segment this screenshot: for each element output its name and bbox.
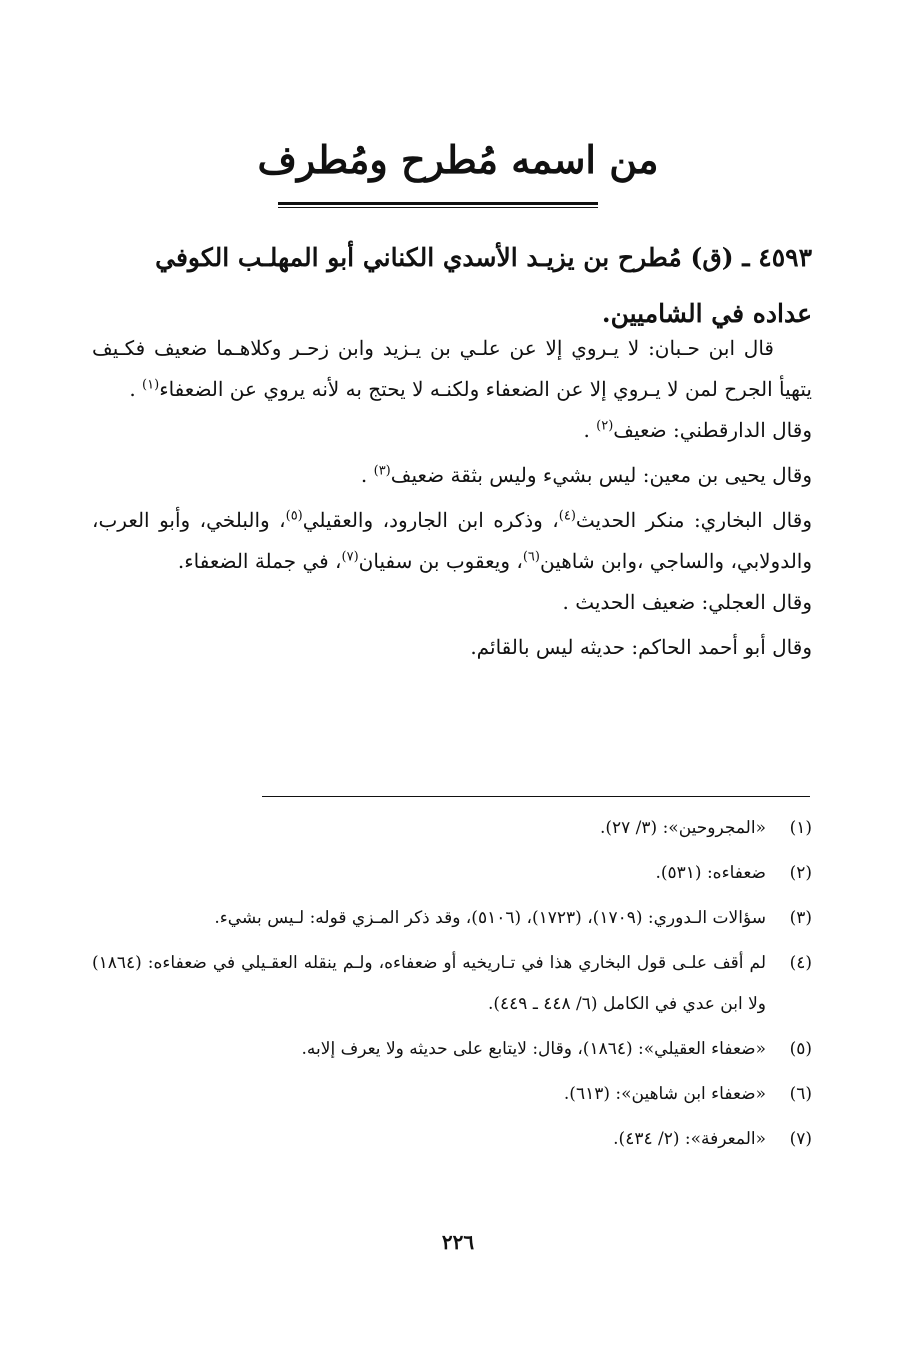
footnote-text: ضعفاءه: (٥٣١).: [655, 863, 766, 883]
footnote-number: (٢): [789, 863, 812, 883]
entry-heading: ٤٥٩٣ ـ (ق) مُطرح بن يزيـد الأسدي الكناني أبو المهلـب الكوفي عداده في الشاميين.: [155, 243, 812, 328]
footnote-ref-2[interactable]: (٢): [596, 418, 614, 434]
footnote-text: «ضعفاء العقيلي»: (١٨٦٤)، وقال: لايتابع على حديثه ولا يعرف إلابه.: [301, 1039, 766, 1059]
paragraph-end: .: [360, 463, 374, 487]
footnote-item: [92, 1074, 812, 1115]
footnote-number: (١): [789, 818, 812, 838]
footnote-number: (٥): [789, 1039, 812, 1059]
chapter-title: من اسمه مُطرح ومُطرف: [257, 137, 659, 182]
footnote-ref-7[interactable]: (٧): [341, 549, 359, 565]
footnote-text: «المعرفة»: (٢/ ٤٣٤).: [613, 1129, 766, 1149]
paragraph-hakim: وقال أبو أحمد الحاكم: حديثه ليس بالقائم.: [470, 635, 812, 659]
footnote-item: [92, 853, 812, 894]
footnote-ref-4[interactable]: (٤): [558, 508, 576, 524]
footnote-item: [92, 943, 812, 1025]
footnote-text: «ضعفاء ابن شاهين»: (٦١٣).: [563, 1084, 766, 1104]
paragraph-bukhari: [92, 500, 812, 582]
paragraph-text: ، ويعقوب بن سفيان: [358, 549, 523, 573]
footnote-divider: [262, 796, 810, 797]
footnote-text: «المجروحين»: (٣/ ٢٧).: [599, 818, 766, 838]
footnote-ref-1[interactable]: (١): [142, 377, 160, 393]
footnote-number: (٣): [789, 908, 812, 928]
footnote-number: (٧): [789, 1129, 812, 1149]
paragraph-text: قال ابن حـبان: لا يـروي إلا عن علـي بن يـزيد وابن زحـر وكلاهـما ضعيف فكـيف يتهيأ الجرح لمن لا يـروي إلا عن الضعفاء ولكنـه لا يحتج به لأنه يروي عن الضعفاء: [92, 336, 812, 401]
footnote-item: [92, 1029, 812, 1070]
footnotes-list: [92, 808, 812, 1164]
paragraph-daraqutni: [92, 410, 812, 451]
footnote-text: لم أقف علـى قول البخاري هذا في تـاريخيه أو ضعفاءه، ولـم ينقله العقـيلي في ضعفاءه: (١٨٦٤) ولا ابن عدي في الكامل (٦/ ٤٤٨ ـ ٤٤٩).: [92, 953, 766, 1014]
paragraph-end: .: [583, 418, 597, 442]
title-divider: [278, 202, 598, 208]
footnote-item: [92, 898, 812, 939]
paragraph-ibn-main: [92, 455, 812, 496]
paragraph-ibn-hibban: [92, 328, 812, 410]
page-number: ٢٢٦: [441, 1230, 475, 1254]
footnote-ref-3[interactable]: (٣): [373, 463, 391, 479]
entry-body: [92, 328, 812, 668]
footnote-ref-6[interactable]: (٦): [522, 549, 540, 565]
paragraph-text: ، وذكره ابن الجارود، والعقيلي: [302, 508, 559, 532]
footnote-ref-5[interactable]: (٥): [285, 508, 303, 524]
paragraph-end: .: [129, 377, 143, 401]
paragraph-text: وقال البخاري: منكر الحديث: [575, 508, 812, 532]
footnote-number: (٦): [789, 1084, 812, 1104]
paragraph-text: ، والبلخي، وأبو العرب، والدولابي، والساجي ،وابن شاهين: [92, 508, 812, 573]
paragraph-text: وقال يحيى بن معين: ليس بشيء وليس بثقة ضعيف: [390, 463, 812, 487]
paragraph-text: ، في جملة الضعفاء.: [177, 549, 342, 573]
paragraph-text: وقال الدارقطني: ضعيف: [613, 418, 812, 442]
paragraph-ijli: وقال العجلي: ضعيف الحديث .: [562, 590, 812, 614]
footnote-text: سؤالات الـدوري: (١٧٠٩)، (١٧٢٣)، (٥١٠٦)، وقد ذكر المـزي قوله: لـيس بشيء.: [214, 908, 766, 928]
footnote-item: [92, 1119, 812, 1160]
footnote-item: [92, 808, 812, 849]
footnote-number: (٤): [789, 953, 812, 973]
